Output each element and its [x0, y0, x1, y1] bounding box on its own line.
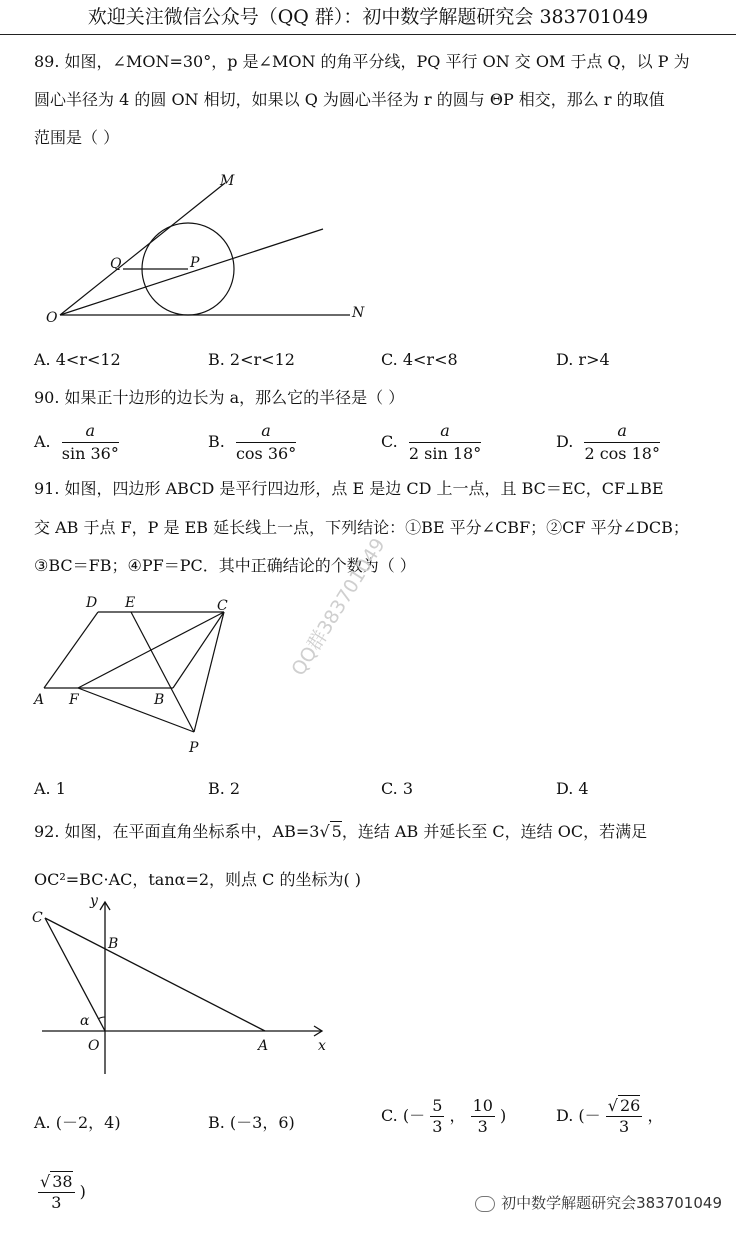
q92-option-d-den2: 3	[51, 1193, 62, 1212]
q90-option-c-fraction	[409, 420, 481, 465]
q92-option-d-den1: 3	[618, 1117, 630, 1136]
q92-option-d-radicand2: 38	[52, 1172, 73, 1191]
q89-label-P: P	[190, 255, 200, 271]
q91-line2: 交 AB 于点 F，P 是 EB 延长线上一点，下列结论：①BE 平分∠CBF；②CF 平分∠DCB；	[34, 518, 689, 537]
q89-label-M: M	[220, 173, 235, 189]
q91-label-F: F	[69, 692, 79, 708]
q91-line3: ③BC＝FB；④PF＝PC．其中正确结论的个数为（ ）	[34, 556, 416, 575]
q91-label-E: E	[125, 595, 136, 611]
q92-figure	[28, 892, 348, 1082]
q89-label-N: N	[352, 305, 365, 321]
q92-option-d-comma: ，	[647, 1106, 664, 1125]
q90-option-a-num: a	[62, 420, 119, 443]
q92-label-x: x	[318, 1038, 326, 1054]
q90-option-d-den: 2 cos 18°	[584, 444, 660, 463]
q90-option-a[interactable]	[34, 420, 119, 465]
q92-option-c-frac2	[471, 1096, 495, 1137]
q90-option-b-num: a	[236, 420, 296, 443]
wechat-icon	[475, 1196, 495, 1212]
q89-option-c[interactable]: C. 4<r<8	[381, 350, 458, 369]
q92-option-c-comma: ，	[449, 1106, 466, 1125]
q91-option-a[interactable]: A. 1	[34, 779, 66, 798]
q89-option-b[interactable]: B. 2<r<12	[208, 350, 295, 369]
q92-option-c-num2: 10	[472, 1096, 493, 1115]
q92-line1	[34, 822, 647, 842]
q92-option-c-frac1	[430, 1096, 444, 1137]
q90-option-d-num: a	[584, 420, 660, 443]
q92-option-d-frac2	[38, 1172, 75, 1213]
q92-option-a[interactable]: A. (－2，4)	[34, 1113, 121, 1132]
q92-option-c[interactable]	[381, 1096, 506, 1137]
q92-option-c-den1: 3	[432, 1117, 443, 1136]
q92-line2: OC²=BC·AC，tanα=2，则点 C 的坐标为( )	[34, 870, 362, 889]
q92-option-c-label: C. (－	[381, 1106, 426, 1125]
q90-option-c-den: 2 sin 18°	[408, 444, 482, 463]
q90-option-c-num: a	[409, 420, 481, 443]
q91-option-b[interactable]: B. 2	[208, 779, 241, 798]
footer-brand-text: 初中数学解题研究会383701049	[501, 1194, 722, 1212]
q92-option-d-num2	[38, 1172, 75, 1193]
q92-label-B: B	[108, 936, 119, 952]
q90-option-b[interactable]	[208, 420, 296, 465]
q90-option-d[interactable]	[556, 420, 660, 465]
q92-line1-start: 92. 如图，在平面直角坐标系中，AB=3	[34, 822, 320, 841]
watermark: QQ群383701049	[287, 534, 390, 680]
q91-option-d[interactable]: D. 4	[556, 779, 589, 798]
q92-label-y: y	[90, 893, 98, 909]
footer-brand	[475, 1192, 722, 1213]
q92-label-A: A	[258, 1038, 269, 1054]
q90-option-b-label: B.	[208, 432, 225, 451]
q89-label-O: O	[46, 310, 58, 326]
q89-option-a[interactable]: A. 4<r<12	[34, 350, 121, 369]
q89-figure	[30, 165, 390, 330]
q92-option-d-num1	[606, 1096, 643, 1117]
q92-option-b[interactable]: B. (－3，6)	[208, 1113, 295, 1132]
q89-option-d[interactable]: D. r>4	[556, 350, 610, 369]
q90-option-c-label: C.	[381, 432, 398, 451]
sqrt-icon: √	[40, 1172, 51, 1191]
q92-label-C: C	[32, 910, 43, 926]
q89-line2: 圆心半径为 4 的圆 ON 相切，如果以 Q 为圆心半径为 r 的圆与 ΘP 相交，那么 r 的取值	[34, 90, 665, 109]
q92-option-c-num1: 5	[432, 1096, 443, 1115]
q91-label-A: A	[34, 692, 45, 708]
q89-label-Q: Q	[110, 256, 122, 272]
q92-option-d-frac1	[606, 1096, 643, 1137]
q92-option-d-close: )	[79, 1182, 86, 1201]
q91-label-D: D	[86, 595, 98, 611]
q90-option-a-den: sin 36°	[61, 444, 119, 463]
q92-option-d-radicand1: 26	[619, 1096, 641, 1115]
q89-line3: 范围是（ ）	[34, 128, 120, 147]
q92-option-c-den2: 3	[477, 1117, 488, 1136]
q91-label-B: B	[154, 692, 165, 708]
q92-line1-end: ，连结 AB 并延长至 C，连结 OC，若满足	[341, 822, 648, 841]
q92-option-d-continued	[38, 1172, 86, 1213]
q92-line1-radicand: 5	[331, 822, 342, 841]
q90-option-d-label: D.	[556, 432, 574, 451]
q91-figure	[28, 590, 278, 760]
q90-option-c[interactable]	[381, 420, 481, 465]
q90-option-b-den: cos 36°	[235, 444, 297, 463]
q90-option-b-fraction	[236, 420, 296, 465]
q91-label-P: P	[189, 740, 199, 756]
sqrt-icon: √	[319, 822, 330, 841]
q90-stem: 90. 如果正十边形的边长为 a，那么它的半径是（ ）	[34, 388, 405, 407]
q92-label-alpha: α	[80, 1013, 90, 1029]
q91-label-C: C	[217, 598, 228, 614]
page-header: 欢迎关注微信公众号（QQ 群）：初中数学解题研究会 383701049	[0, 0, 736, 35]
q90-option-a-label: A.	[34, 432, 51, 451]
q92-option-c-close: )	[500, 1106, 507, 1125]
q92-label-O: O	[88, 1038, 100, 1054]
q92-option-d[interactable]	[556, 1096, 663, 1137]
q91-line1: 91. 如图，四边形 ABCD 是平行四边形，点 E 是边 CD 上一点，且 BC＝EC，CF⊥BE	[34, 479, 664, 498]
q90-option-a-fraction	[62, 420, 119, 465]
q90-option-d-fraction	[584, 420, 660, 465]
q91-option-c[interactable]: C. 3	[381, 779, 414, 798]
q92-option-d-label: D. (－	[556, 1106, 601, 1125]
sqrt-icon: √	[607, 1096, 618, 1115]
q89-line1: 89. 如图，∠MON=30°，p 是∠MON 的角平分线，PQ 平行 ON 交 OM 于点 Q，以 P 为	[34, 52, 690, 71]
